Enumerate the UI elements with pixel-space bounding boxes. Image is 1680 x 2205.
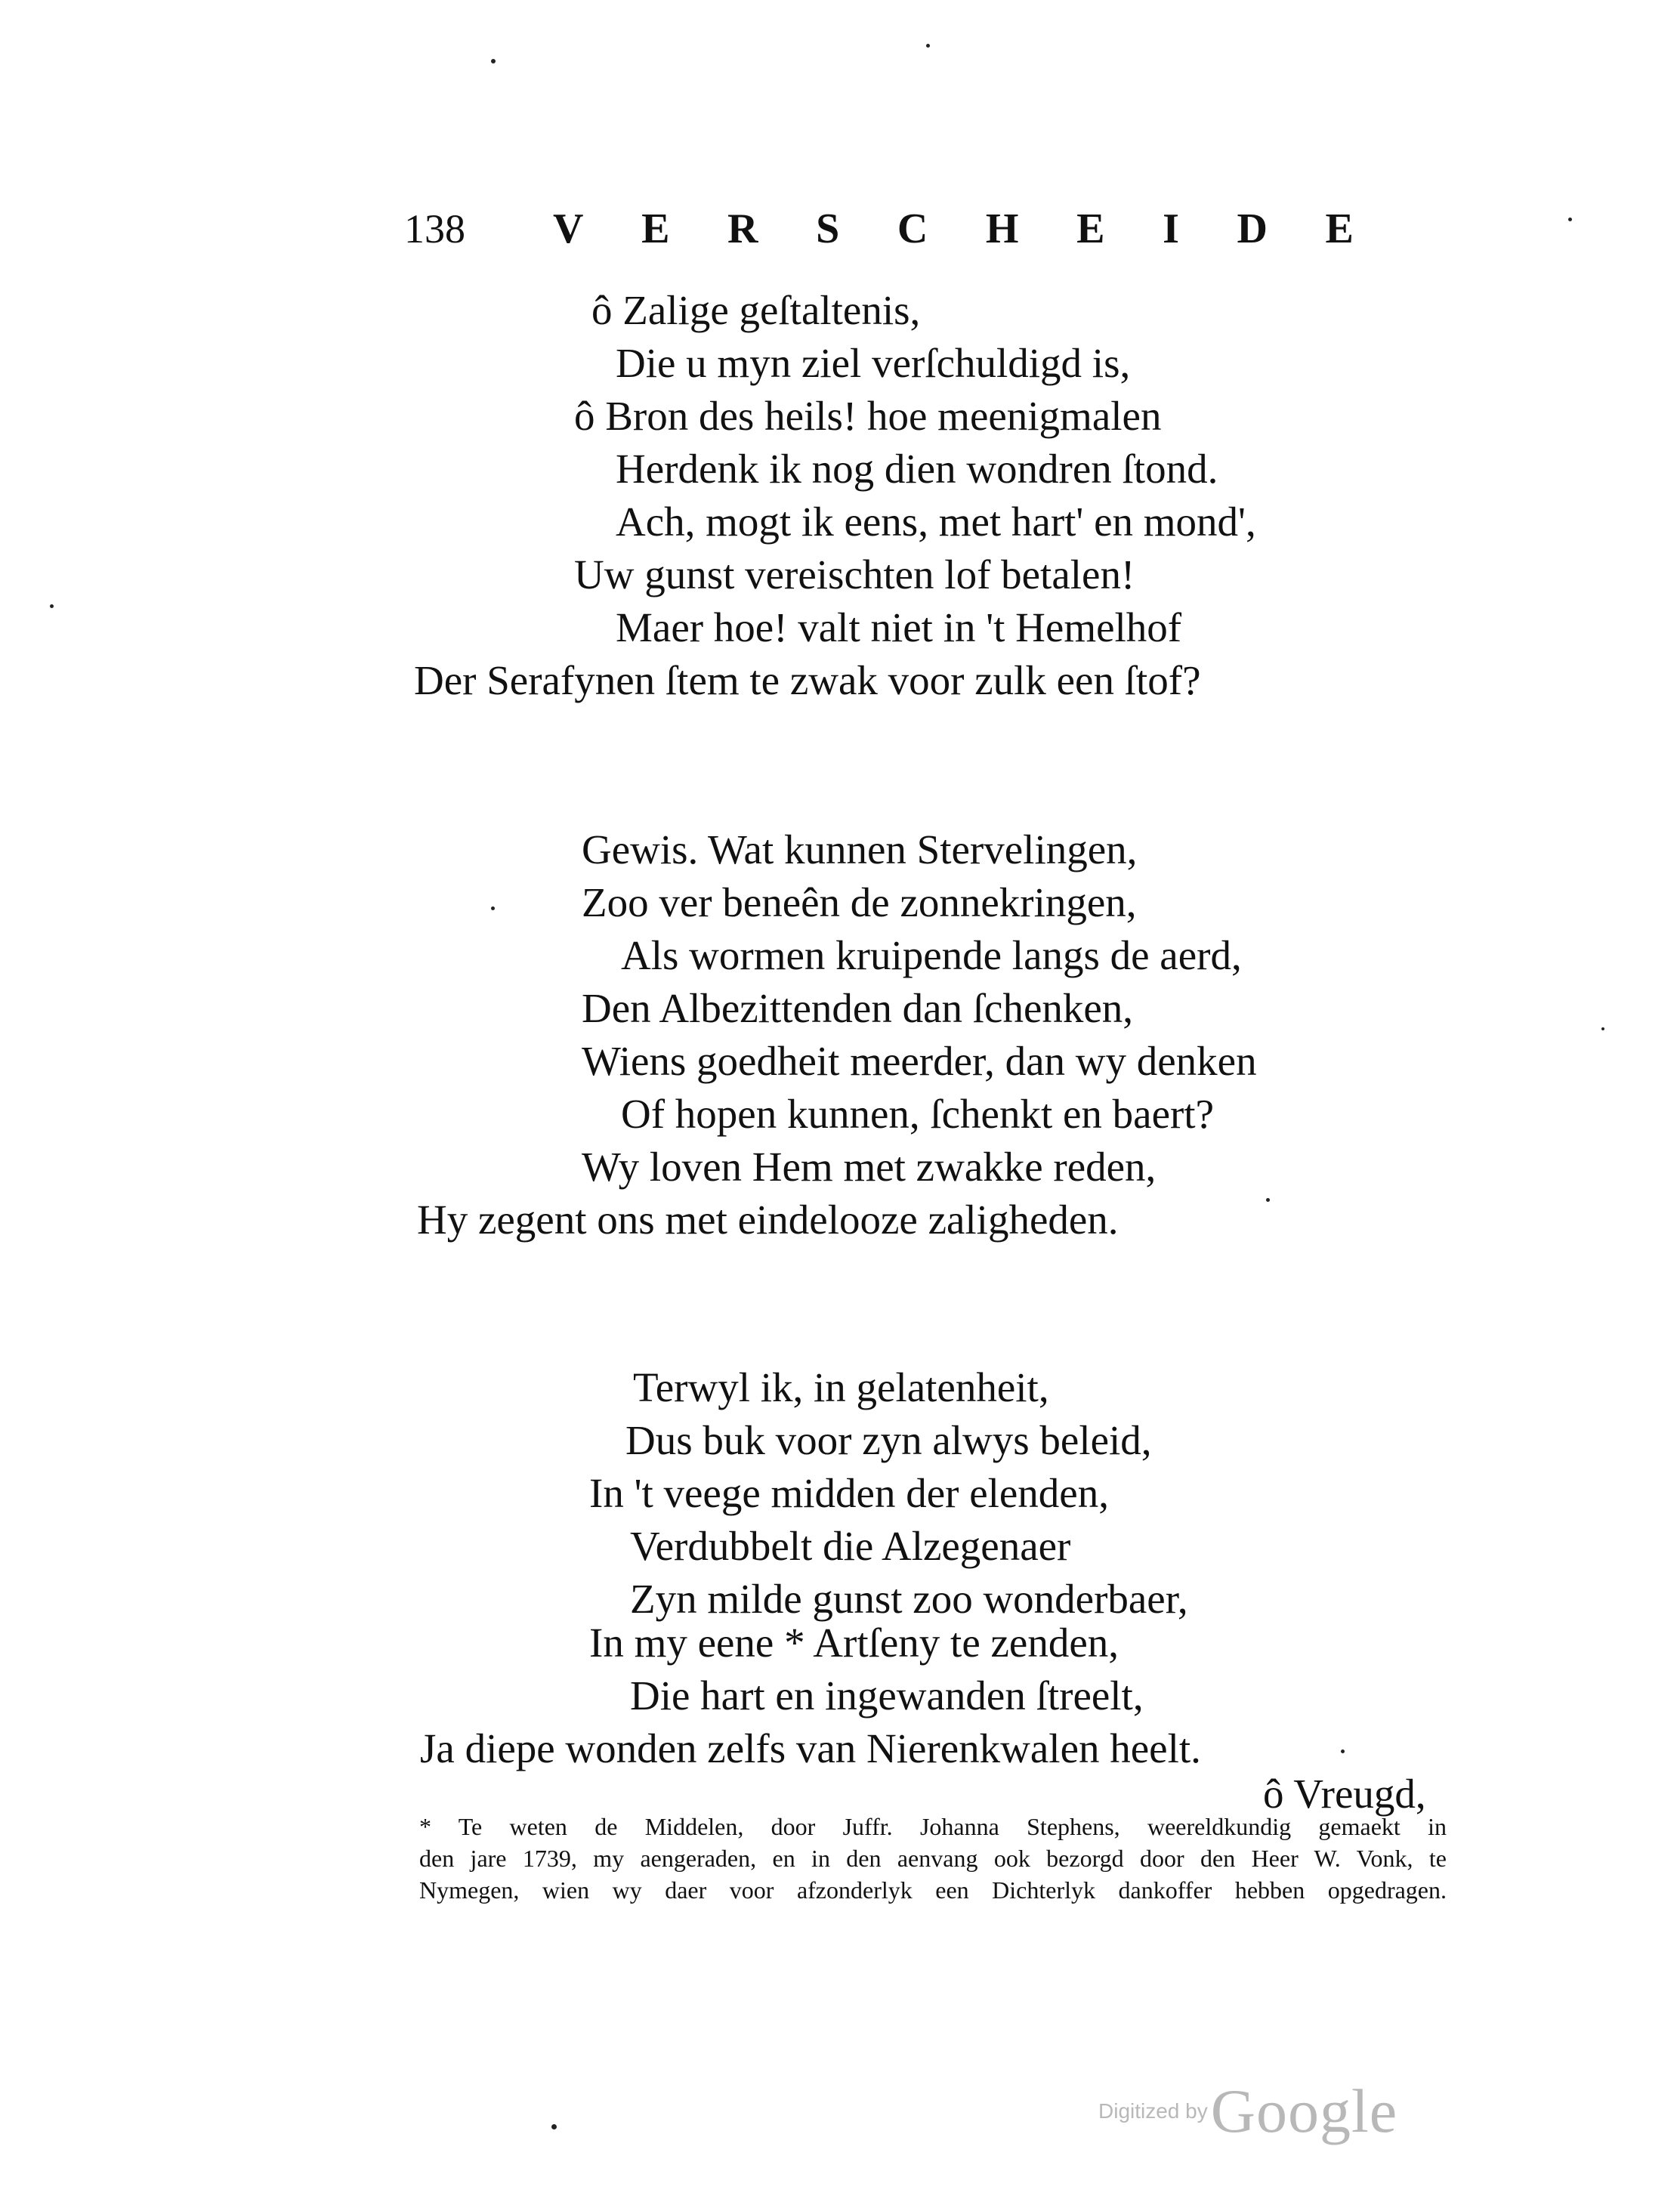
verse-line: Maer hoe! valt niet in 't Hemelhof xyxy=(616,604,1182,650)
verse-line: Zoo ver beneên de zonnekringen, xyxy=(582,879,1137,925)
footnote-line: * Te weten de Middelen, door Juffr. Johanna Stephens, weereldkundig gemaekt in xyxy=(419,1813,1447,1840)
footnote xyxy=(419,1811,1447,1906)
scan-speck xyxy=(50,604,54,608)
running-title-letter: S xyxy=(816,205,840,252)
running-title-letter: D xyxy=(1237,205,1268,252)
verse-line: ô Zalige geſtaltenis, xyxy=(591,287,921,333)
running-title-letter: C xyxy=(897,205,928,252)
running-title-letter: E xyxy=(1076,205,1105,252)
watermark-prefix: Digitized by xyxy=(1098,2099,1208,2123)
verse-line: Dus buk voor zyn alwys beleid, xyxy=(625,1417,1152,1463)
footnote-line: Nymegen, wien wy daer voor afzonderlyk een Dichterlyk dankoffer hebben opgedragen. xyxy=(419,1876,1447,1904)
verse-line: Als wormen kruipende langs de aerd, xyxy=(621,932,1242,978)
scan-speck xyxy=(926,44,930,48)
verse-line: Die hart en ingewanden ſtreelt, xyxy=(630,1672,1144,1719)
scan-speck xyxy=(1568,218,1572,221)
verse-line: Terwyl ik, in gelatenheit, xyxy=(633,1364,1049,1410)
verse-line: ô Bron des heils! hoe meenigmalen xyxy=(574,393,1162,439)
running-title-letter: R xyxy=(727,205,758,252)
verse-line: Die u myn ziel verſchuldigd is, xyxy=(616,340,1131,386)
verse-line: Ja diepe wonden zelfs van Nierenkwalen heelt. xyxy=(420,1725,1201,1771)
verse-line: Wy loven Hem met zwakke reden, xyxy=(582,1144,1157,1190)
scan-speck xyxy=(491,59,496,63)
verse-line: Wiens goedheit meerder, dan wy denken xyxy=(582,1038,1257,1084)
footnote-line: den jare 1739, my aengeraden, en in den aenvang ook bezorgd door den Heer W. Vonk, te xyxy=(419,1845,1447,1872)
running-title-letter: H xyxy=(985,205,1019,252)
verse-line: Den Albezittenden dan ſchenken, xyxy=(582,985,1134,1031)
scan-speck xyxy=(551,2124,557,2129)
catchword: ô Vreugd, xyxy=(1263,1771,1426,1817)
verse-line: Gewis. Wat kunnen Stervelingen, xyxy=(582,826,1138,872)
digitized-watermark xyxy=(1098,2076,1397,2147)
verse-line: Herdenk ik nog dien wondren ſtond. xyxy=(616,446,1218,492)
scan-speck xyxy=(491,906,495,910)
verse-line: Of hopen kunnen, ſchenkt en baert? xyxy=(621,1091,1214,1137)
page-header xyxy=(0,195,1680,263)
running-title-letter: E xyxy=(641,205,670,252)
scan-speck xyxy=(1341,1749,1345,1753)
verse-line: Zyn milde gunst zoo wonderbaer, xyxy=(630,1576,1188,1622)
running-title xyxy=(553,202,1354,255)
verse-line: In 't veege midden der elenden, xyxy=(589,1470,1109,1516)
scan-speck xyxy=(1601,1027,1604,1030)
verse-line: In my eene * Artſeny te zenden, xyxy=(589,1620,1119,1666)
verse-line: Hy zegent ons met eindelooze zaligheden. xyxy=(417,1197,1119,1243)
watermark-brand-logo: Google xyxy=(1210,2077,1398,2145)
scan-speck xyxy=(1266,1198,1270,1202)
verse-line: Uw gunst vereischten lof betalen! xyxy=(574,551,1135,598)
running-title-letter: V xyxy=(553,205,584,252)
page-number: 138 xyxy=(404,206,465,252)
verse-line: Der Serafynen ſtem te zwak voor zulk een ſtof? xyxy=(414,657,1201,703)
running-title-letter: E xyxy=(1325,205,1354,252)
running-title-letter: I xyxy=(1163,205,1179,252)
verse-line: Verdubbelt die Alzegenaer xyxy=(630,1523,1071,1569)
verse-line: Ach, mogt ik eens, met hart' en mond', xyxy=(616,499,1256,545)
